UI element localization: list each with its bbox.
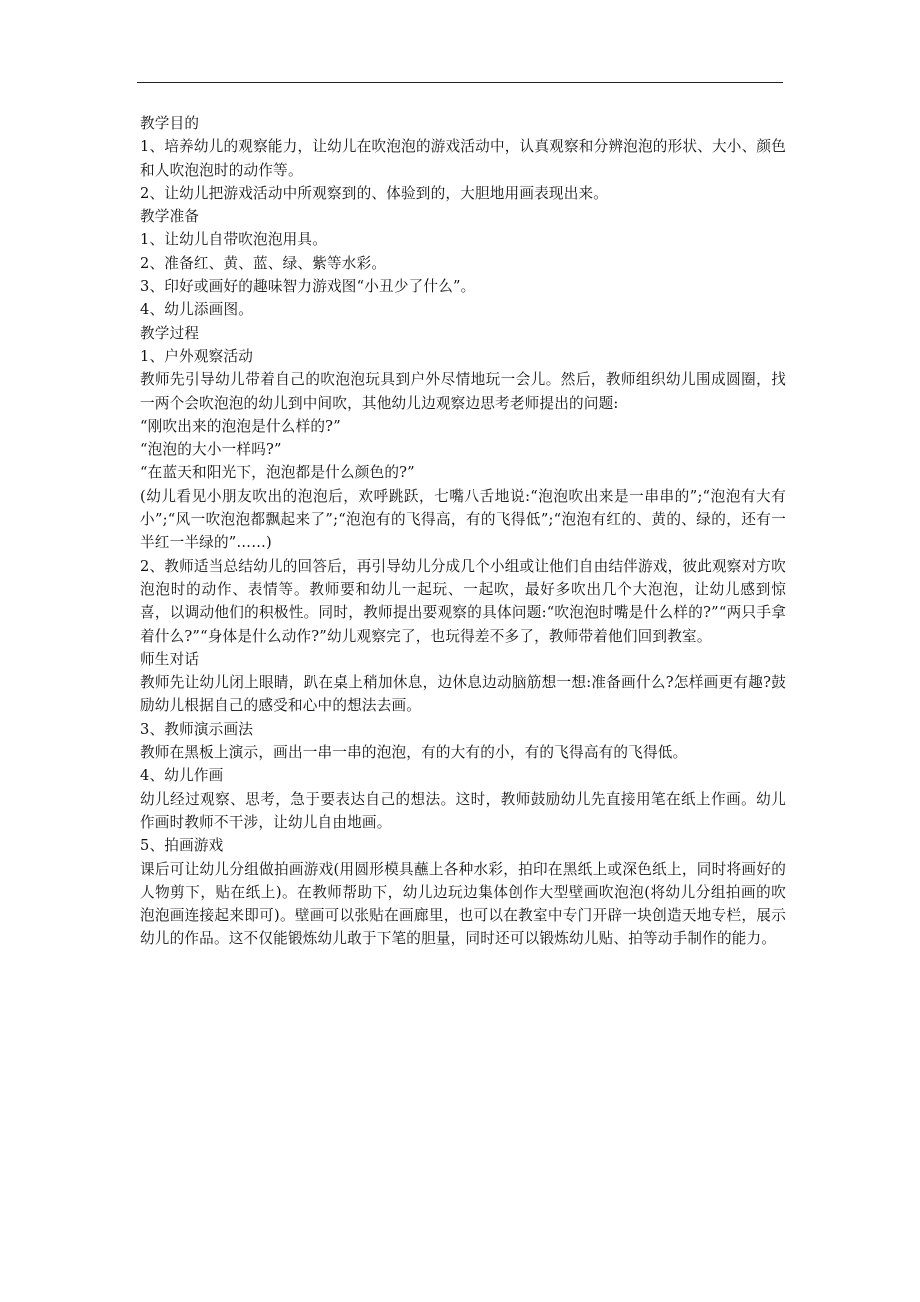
process-step-4-title: 4、幼儿作画	[140, 767, 224, 785]
heading-teaching-process: 教学过程	[140, 324, 200, 342]
heading-dialogue: 师生对话	[140, 650, 200, 668]
heading-teaching-goals: 教学目的	[140, 115, 200, 132]
process-step-1-body: 教师先引导幼儿带着自己的吹泡泡玩具到户外尽情地玩一会儿。然后，教师组织幼儿围成圆圈，找一两个会吹泡泡的幼儿到中间吹，其他幼儿边观察边思考老师提出的问题:	[140, 371, 786, 412]
question-1: “刚吹出来的泡泡是什么样的?”	[140, 417, 341, 435]
process-step-4-body: 幼儿经过观察、思考，急于要表达自己的想法。这时，教师鼓励幼儿先直接用笔在纸上作画。幼儿作画时教师不干涉，让幼儿自由地画。	[140, 790, 786, 831]
question-2: “泡泡的大小一样吗?”	[140, 441, 282, 459]
document-body	[140, 112, 786, 951]
children-responses: (幼儿看见小朋友吹出的泡泡后，欢呼跳跃，七嘴八舌地说:“泡泡吹出来是一串串的”;“泡泡有大有小”;“风一吹泡泡都飘起来了”;“泡泡有的飞得高，有的飞得低”;“泡泡有红的、黄的、绿的，还有一半红一半绿的”……)	[140, 487, 786, 552]
header-rule	[137, 82, 783, 83]
prep-item-3: 3、印好或画好的趣味智力游戏图“小丑少了什么”。	[140, 278, 476, 296]
dialogue-body: 教师先让幼儿闭上眼睛，趴在桌上稍加休息，边休息边动脑筋想一想:准备画什么?怎样画更有趣?鼓励幼儿根据自己的感受和心中的想法去画。	[140, 674, 786, 715]
process-step-1-title: 1、户外观察活动	[140, 347, 254, 365]
prep-item-1: 1、让幼儿自带吹泡泡用具。	[140, 231, 328, 249]
goal-item-1: 1、培养幼儿的观察能力，让幼儿在吹泡泡的游戏活动中，认真观察和分辨泡泡的形状、大小、颜色和人吹泡泡时的动作等。	[140, 138, 786, 179]
process-step-5-body: 课后可让幼儿分组做拍画游戏(用圆形模具蘸上各种水彩，拍印在黑纸上或深色纸上，同时将画好的人物剪下，贴在纸上)。在教师帮助下，幼儿边玩边集体创作大型壁画吹泡泡(将幼儿分组拍画的吹泡泡画连接起来即可)。壁画可以张贴在画廊里，也可以在教室中专门开辟一块创造天地专栏，展示幼儿的作品。这不仅能锻炼幼儿敢于下笔的胆量，同时还可以锻炼幼儿贴、拍等动手制作的能力。	[140, 860, 786, 948]
process-step-3-title: 3、教师演示画法	[140, 720, 254, 738]
heading-teaching-preparation: 教学准备	[140, 208, 200, 226]
process-step-3-body: 教师在黑板上演示，画出一串一串的泡泡，有的大有的小，有的飞得高有的飞得低。	[140, 744, 688, 762]
question-3: “在蓝天和阳光下，泡泡都是什么颜色的?”	[140, 464, 415, 482]
prep-item-2: 2、准备红、黄、蓝、绿、紫等水彩。	[140, 254, 387, 272]
process-step-5-title: 5、拍画游戏	[140, 837, 224, 855]
goal-item-2: 2、让幼儿把游戏活动中所观察到的、体验到的，大胆地用画表现出来。	[140, 184, 609, 202]
process-step-2-body: 2、教师适当总结幼儿的回答后，再引导幼儿分成几个小组或让他们自由结伴游戏，彼此观察对方吹泡泡时的动作、表情等。教师要和幼儿一起玩、一起吹，最好多吹出几个大泡泡，让幼儿感到惊喜，以调动他们的积极性。同时，教师提出要观察的具体问题:“吹泡泡时嘴是什么样的?”“两只手拿着什么?”“身体是什么动作?”幼儿观察完了，也玩得差不多了，教师带着他们回到教室。	[140, 557, 786, 645]
prep-item-4: 4、幼儿添画图。	[140, 301, 254, 319]
